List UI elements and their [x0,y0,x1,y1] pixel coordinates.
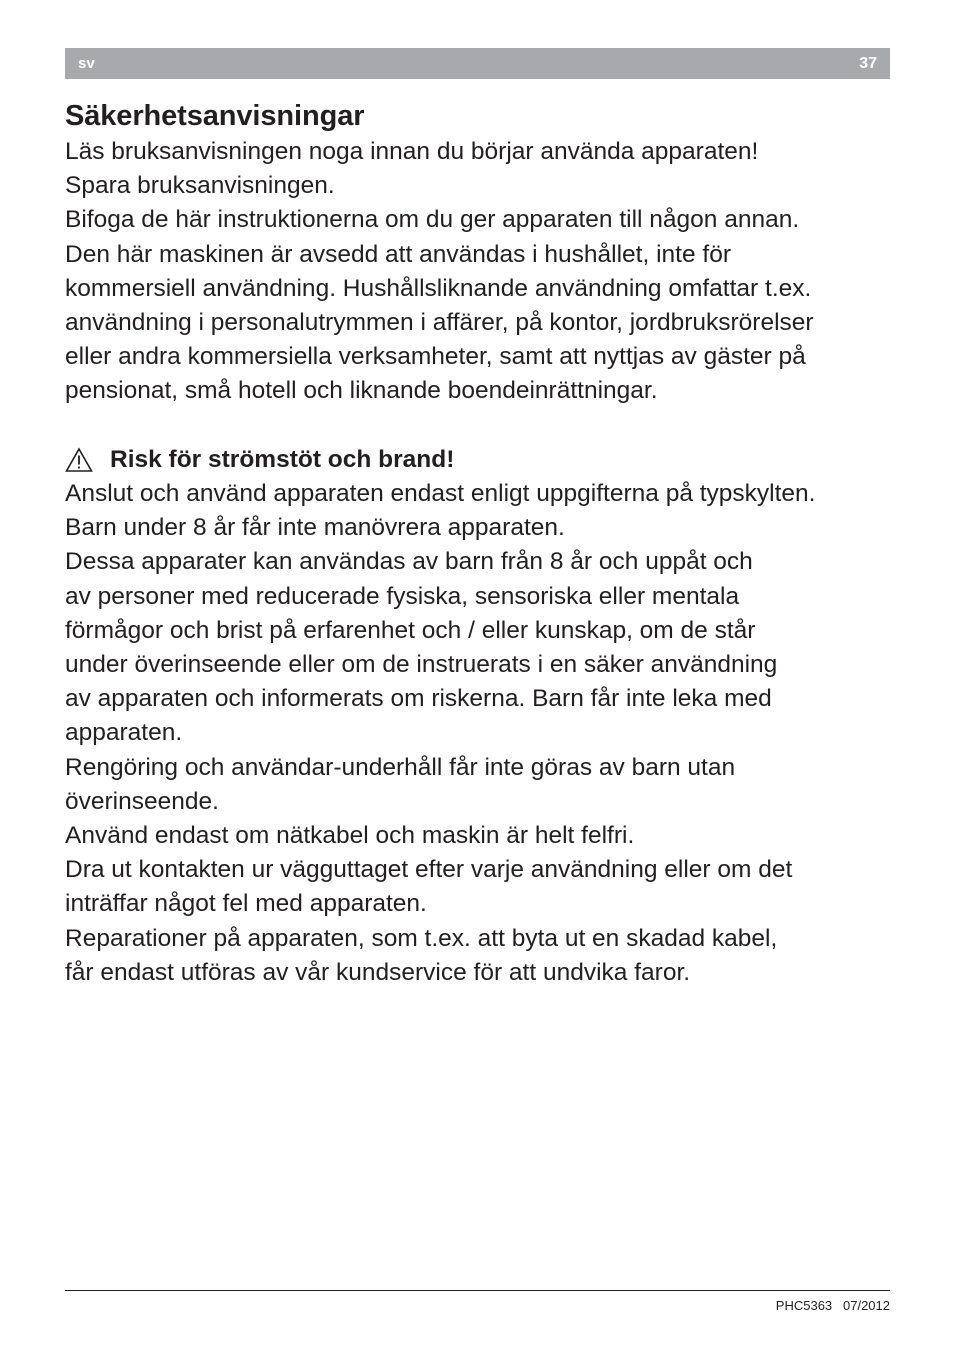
warning-line: Dessa apparater kan användas av barn från 8 år och uppåt och [65,548,753,576]
intro-line: Bifoga de här instruktionerna om du ger apparaten till någon annan. [65,206,800,234]
header-bar [65,48,890,79]
warning-heading-text: Risk för strömstöt och brand! [110,445,455,473]
warning-line: överinseende. [65,787,219,815]
language-code: sv [78,55,95,72]
intro-line: kommersiell användning. Hushållsliknande användning omfattar t.ex. [65,274,812,302]
warning-line: Använd endast om nätkabel och maskin är helt felfri. [65,822,635,850]
warning-line: Reparationer på apparaten, som t.ex. att byta ut en skadad kabel, [65,924,778,952]
warning-line: Anslut och använd apparaten endast enligt uppgifterna på typskylten. [65,480,816,508]
page-title: Säkerhetsanvisningar [65,100,365,132]
intro-line: eller andra kommersiella verksamheter, samt att nyttjas av gäster på [65,343,806,371]
warning-line: Rengöring och användar-underhåll får inte göras av barn utan [65,753,736,781]
page-number: 37 [859,55,877,72]
warning-triangle-icon [65,447,93,473]
footer-date: 07/2012 [843,1298,890,1313]
intro-line: Läs bruksanvisningen noga innan du börjar använda apparaten! [65,138,759,165]
warning-line: Dra ut kontakten ur vägguttaget efter varje användning eller om det [65,856,793,884]
warning-line: av apparaten och informerats om riskerna. Barn får inte leka med [65,685,772,713]
warning-line: av personer med reducerade fysiska, sensoriska eller mentala [65,582,740,610]
warning-section [65,443,895,990]
warning-line: får endast utföras av vår kundservice för att undvika faror. [65,958,691,986]
intro-line: Den här maskinen är avsedd att användas i hushållet, inte för [65,240,731,268]
warning-line: apparaten. [65,719,183,747]
warning-line: Barn under 8 år får inte manövrera apparaten. [65,514,565,542]
intro-line: användning i personalutrymmen i affärer, på kontor, jordbruksrörelser [65,309,814,337]
warning-line: inträffar något fel med apparaten. [65,890,427,918]
section-gap [65,409,895,443]
warning-line: förmågor och brist på erfarenhet och / eller kunskap, om de står [65,616,756,644]
footer [776,1298,890,1314]
intro-line: Spara bruksanvisningen. [65,172,335,200]
warning-line: under överinseende eller om de instruerats i en säker användning [65,651,778,679]
footer-rule [65,1290,890,1291]
main-content [65,97,895,990]
intro-section [65,135,895,409]
warning-heading [65,443,895,477]
footer-model: PHC5363 [775,1298,833,1313]
intro-line: pensionat, små hotell och liknande boendeinrättningar. [65,377,658,405]
